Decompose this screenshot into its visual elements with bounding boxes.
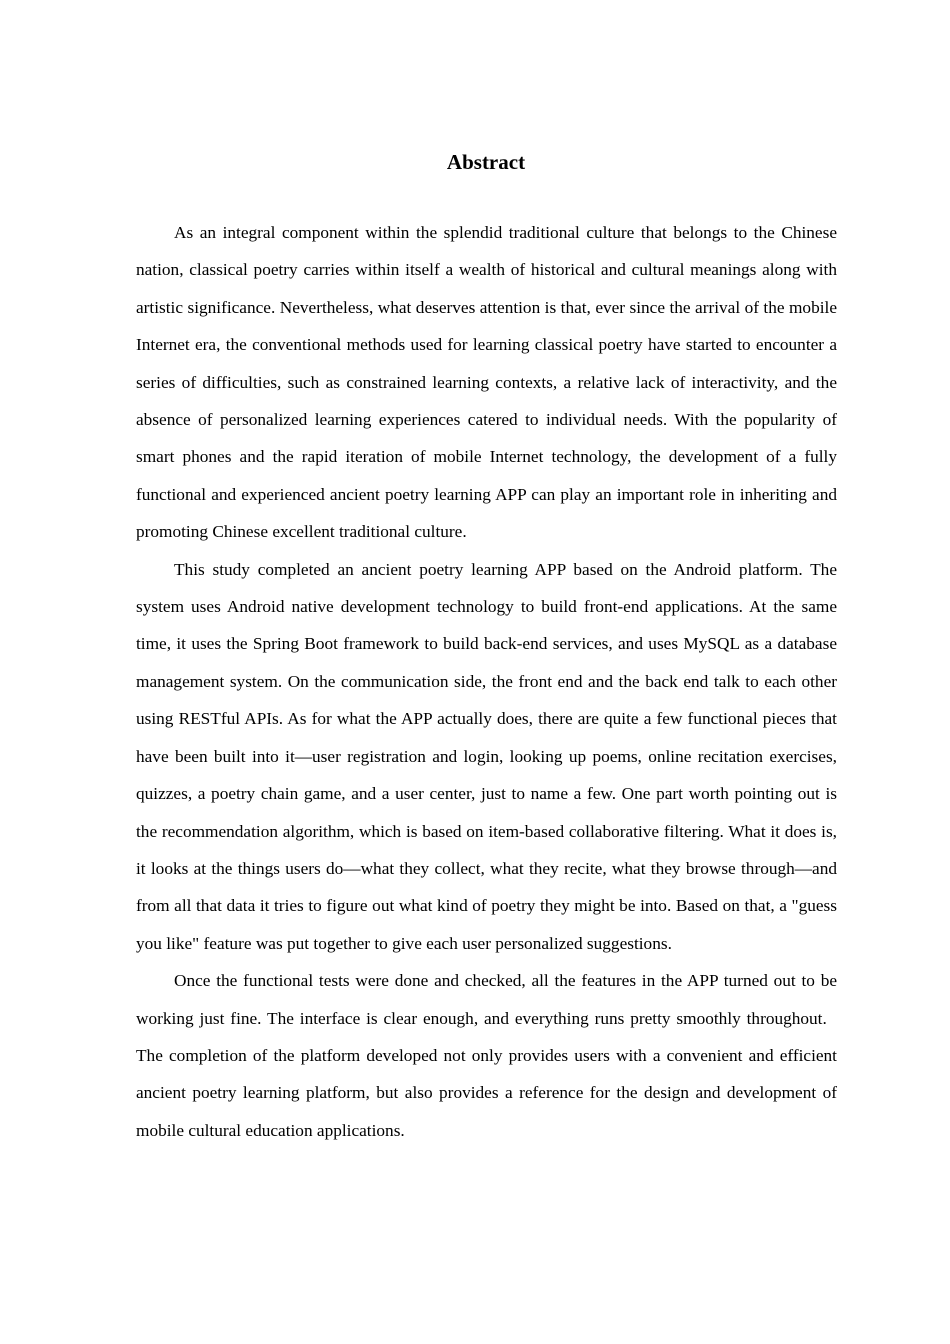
abstract-paragraph-1: As an integral component within the splendid traditional culture that belongs to the Chinese nation, classical poetry carries within itself a wealth of historical and cultural meanings along with artistic significance. Nevertheless, what deserves attention is that, ever since the arrival of the mobile Internet era, the conventional methods used for learning classical poetry have started to encounter a series of difficulties, such as constrained learning contexts, a relative lack of interactivity, and the absence of personalized learning experiences catered to individual needs. With the popularity of smart phones and the rapid iteration of mobile Internet technology, the development of a fully functional and experienced ancient poetry learning APP can play an important role in inheriting and promoting Chinese excellent traditional culture.: [136, 223, 837, 542]
abstract-paragraph-3: Once the functional tests were done and checked, all the features in the APP turned out to be working just fine. The interface is clear enough, and everything runs pretty smoothly throughout. The completion of the platform developed not only provides users with a convenient and efficient ancient poetry learning platform, but also provides a reference for the design and development of mobile cultural education applications.: [136, 971, 837, 1140]
abstract-body: [136, 214, 837, 1149]
abstract-title: Abstract: [446, 150, 526, 174]
abstract-paragraph-2: This study completed an ancient poetry learning APP based on the Android platform. The system uses Android native development technology to build front-end applications. At the same time, it uses the Spring Boot framework to build back-end services, and uses MySQL as a database management system. On the communication side, the front end and the back end talk to each other using RESTful APIs. As for what the APP actually does, there are quite a few functional pieces that have been built into it—user registration and login, looking up poems, online recitation exercises, quizzes, a poetry chain game, and a user center, just to name a few. One part worth pointing out is the recommendation algorithm, which is based on item-based collaborative filtering. What it does is, it looks at the things users do—what they collect, what they recite, what they browse through—and from all that data it tries to figure out what kind of poetry they might be into. Based on that, a "guess you like" feature was put together to give each user personalized suggestions.: [136, 559, 837, 953]
